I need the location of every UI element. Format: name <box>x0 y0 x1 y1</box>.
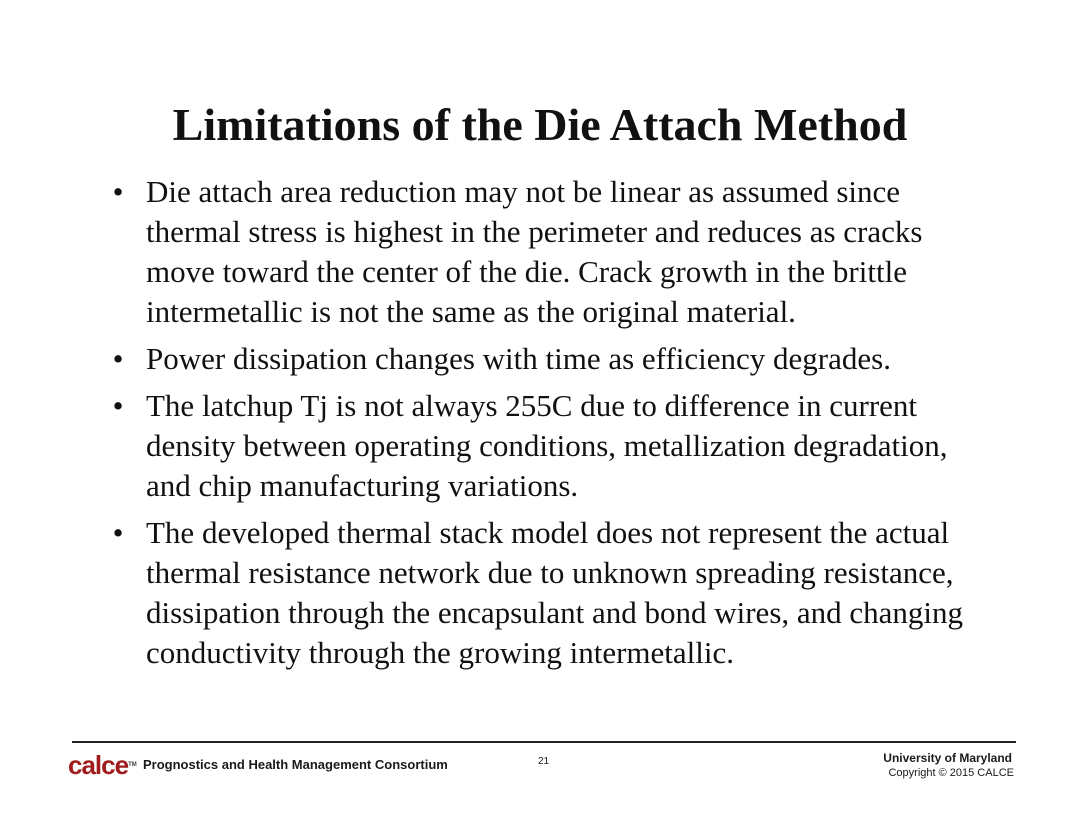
bullet-text: Power dissipation changes with time as efficiency degrades. <box>146 341 891 376</box>
bullet-dot: • <box>112 174 124 209</box>
bullet-item <box>108 339 988 379</box>
slide-title: Limitations of the Die Attach Method <box>172 99 908 150</box>
bullet-list <box>108 172 988 680</box>
bullet-dot: • <box>112 388 124 423</box>
bullet-text: Die attach area reduction may not be linear as assumed since thermal stress is highest in the perimeter and reduces as cracks move toward the center of the die. Crack growth in the brittle intermetallic is not the same as the original material. <box>146 174 923 329</box>
bullet-dot: • <box>112 515 124 550</box>
bullet-item <box>108 513 988 673</box>
footer-divider <box>72 741 1016 743</box>
bullet-item <box>108 386 988 506</box>
logo-text: calce <box>68 750 129 780</box>
consortium-name: Prognostics and Health Management Consortium <box>143 757 448 772</box>
logo-trademark: TM <box>128 762 137 768</box>
university-name: University of Maryland <box>883 751 1012 765</box>
copyright-notice: Copyright © 2015 CALCE <box>888 767 1014 779</box>
bullet-dot: • <box>112 341 124 376</box>
page-number: 21 <box>538 756 550 767</box>
bullet-text: The developed thermal stack model does not represent the actual thermal resistance network due to unknown spreading resistance, dissipation through the encapsulant and bond wires, and changing conductivity through the growing intermetallic. <box>146 515 964 670</box>
calce-logo <box>68 752 137 778</box>
bullet-item <box>108 172 988 332</box>
bullet-text: The latchup Tj is not always 255C due to difference in current density between operating conditions, metallization degradation, and chip manufacturing variations. <box>146 388 948 503</box>
